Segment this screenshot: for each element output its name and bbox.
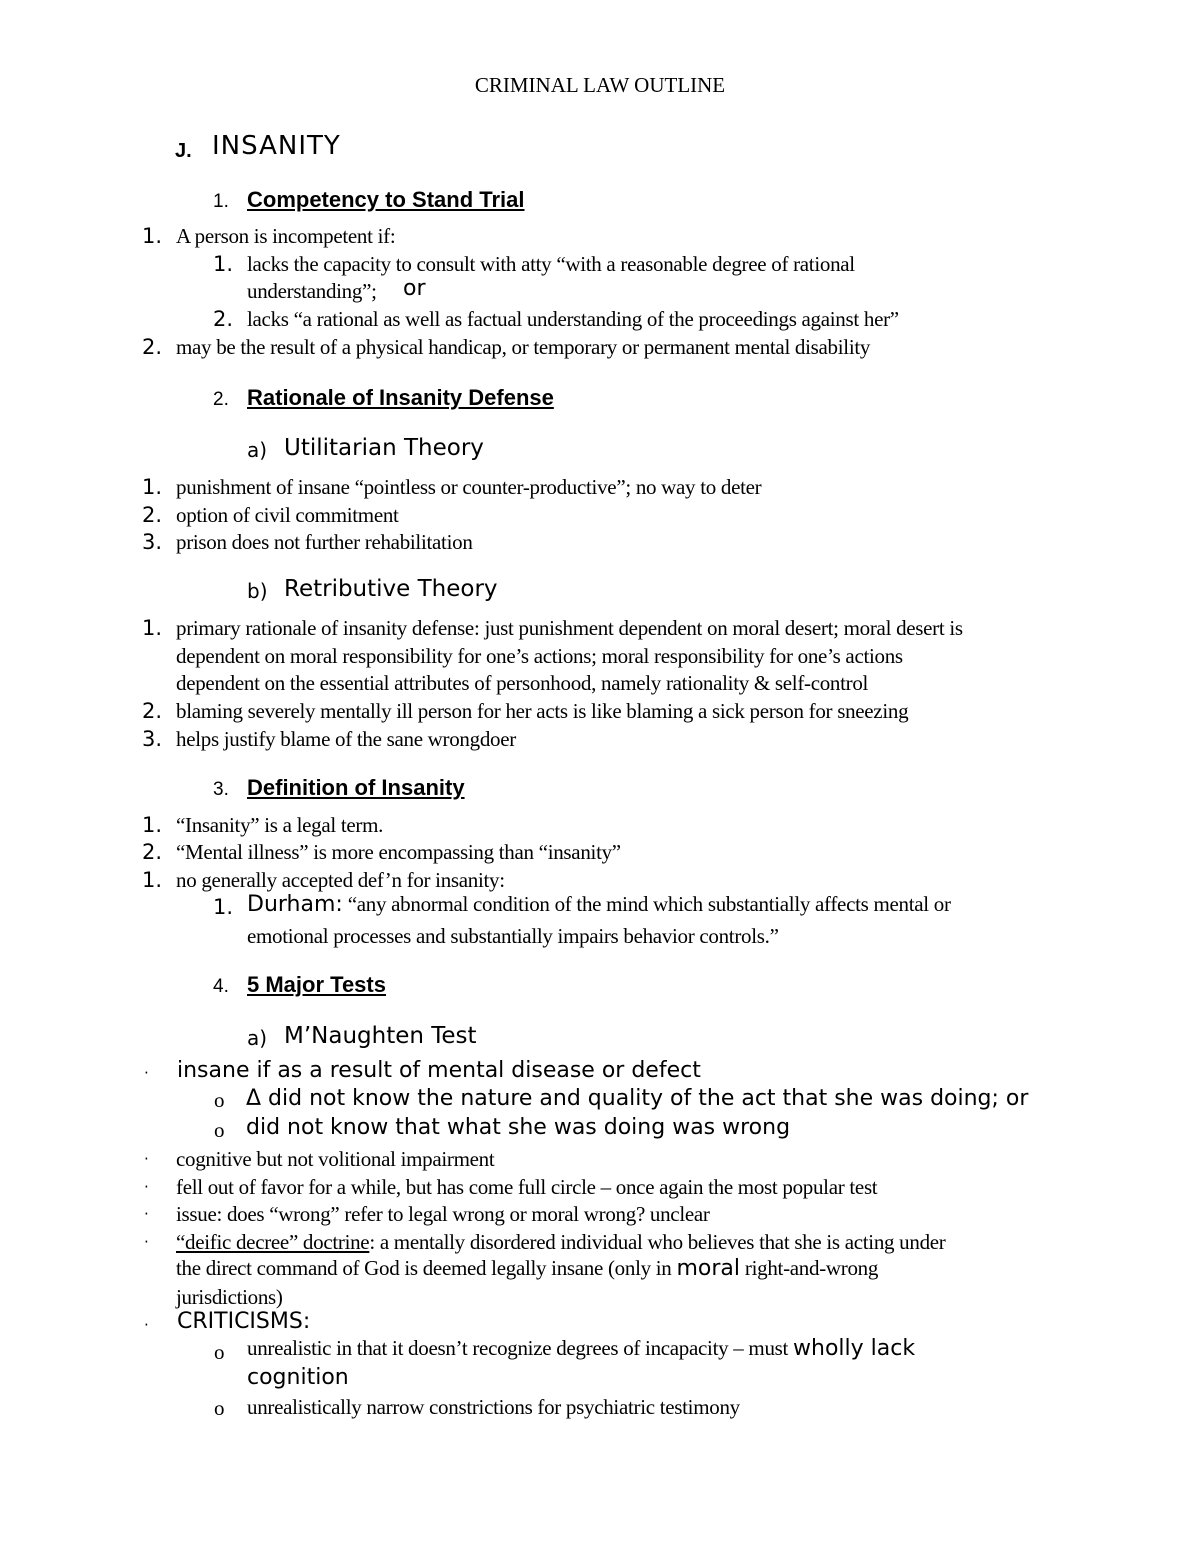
bullet-item-cont	[176, 1256, 878, 1281]
deific-line-2a: the direct command of God is deemed legally insane (only in	[176, 1256, 677, 1280]
list-item-cont: understanding”;	[247, 279, 377, 303]
subheading-label: b)	[247, 579, 268, 603]
subheading-retributive: Retributive Theory	[284, 576, 498, 602]
heading-number: 2.	[213, 389, 229, 410]
bullet-item: issue: does “wrong” refer to legal wrong or moral wrong? unclear	[176, 1202, 710, 1226]
criticisms-heading: CRITICISMS:	[177, 1309, 311, 1334]
sub-bullet-marker: o	[214, 1396, 225, 1420]
durham-text: “any abnormal condition of the mind which substantially affects mental or	[342, 892, 951, 916]
list-marker: 3.	[142, 727, 163, 751]
bullet-marker: ·	[144, 1178, 149, 1196]
list-item-cont: dependent on the essential attributes of personhood, namely rationality & self-control	[176, 671, 869, 695]
list-item: blaming severely mentally ill person for her acts is like blaming a sick person for sneezing	[176, 699, 909, 723]
list-item: primary rationale of insanity defense: just punishment dependent on moral desert; moral desert is	[176, 616, 963, 640]
sub-bullet-item-cont: cognition	[247, 1365, 349, 1390]
heading-definition: Definition of Insanity	[247, 775, 465, 800]
sub-bullet-marker: o	[214, 1340, 225, 1364]
sub-bullet-item	[247, 1336, 915, 1361]
heading-number: 1.	[213, 191, 229, 212]
list-marker: 2.	[142, 699, 163, 723]
durham-label: Durham:	[247, 892, 343, 917]
list-marker: 2.	[142, 503, 163, 527]
bullet-marker: ·	[144, 1233, 149, 1251]
subheading-label: a)	[247, 438, 268, 462]
sub-bullet-item: unrealistically narrow constrictions for psychiatric testimony	[247, 1395, 740, 1419]
bullet-marker: ·	[144, 1064, 149, 1082]
deific-line-2b: right-and-wrong	[739, 1256, 879, 1280]
emphasis-or: or	[403, 276, 426, 301]
list-marker: 1.	[142, 224, 163, 248]
list-item: lacks “a rational as well as factual understanding of the proceedings against her”	[247, 307, 899, 331]
list-item: lacks the capacity to consult with atty “with a reasonable degree of rational	[247, 252, 855, 276]
heading-rationale: Rationale of Insanity Defense	[247, 385, 554, 410]
heading-number: 4.	[213, 976, 229, 997]
durham-item	[247, 892, 951, 917]
sub-bullet-marker: o	[214, 1118, 225, 1142]
list-marker: 2.	[213, 307, 234, 331]
list-marker: 3.	[142, 530, 163, 554]
bullet-marker: ·	[144, 1205, 149, 1223]
section-title: INSANITY	[212, 131, 341, 161]
list-item-cont: dependent on moral responsibility for one’s actions; moral responsibility for one’s actions	[176, 644, 903, 668]
page-header: CRIMINAL LAW OUTLINE	[474, 73, 726, 97]
emphasis-moral: moral	[676, 1256, 740, 1281]
list-item-cont: emotional processes and substantially impairs behavior controls.”	[247, 924, 779, 948]
list-item: A person is incompetent if:	[176, 224, 396, 248]
heading-number: 3.	[213, 779, 229, 800]
emphasis-wholly-lack: wholly lack	[793, 1336, 916, 1361]
subheading-mnaughten: M’Naughten Test	[284, 1023, 477, 1049]
list-marker: 2.	[142, 335, 163, 359]
subheading-utilitarian: Utilitarian Theory	[284, 435, 484, 461]
criticism-1-text: unrealistic in that it doesn’t recognize degrees of incapacity – must	[247, 1336, 794, 1360]
list-item: option of civil commitment	[176, 503, 399, 527]
list-marker: 1.	[142, 616, 163, 640]
heading-competency: Competency to Stand Trial	[247, 187, 525, 212]
list-item: punishment of insane “pointless or counter-productive”; no way to deter	[176, 475, 762, 499]
sub-bullet-marker: o	[214, 1088, 225, 1112]
list-marker: 1.	[213, 252, 234, 276]
deific-decree-text: : a mentally disordered individual who believes that she is acting under	[369, 1230, 946, 1254]
bullet-item-cont: jurisdictions)	[176, 1285, 283, 1309]
list-marker: 1.	[142, 813, 163, 837]
bullet-marker: ·	[144, 1316, 149, 1334]
list-item: helps justify blame of the sane wrongdoer	[176, 727, 516, 751]
list-marker: 2.	[142, 840, 163, 864]
list-item: no generally accepted def’n for insanity:	[176, 868, 505, 892]
bullet-item: cognitive but not volitional impairment	[176, 1147, 495, 1171]
deific-decree-term: “deific decree” doctrine	[176, 1230, 370, 1254]
list-item: may be the result of a physical handicap, or temporary or permanent mental disability	[176, 335, 871, 359]
list-item: “Insanity” is a legal term.	[176, 813, 384, 837]
sub-bullet-item: did not know that what she was doing was wrong	[246, 1115, 791, 1140]
bullet-item: insane if as a result of mental disease or defect	[177, 1058, 701, 1083]
bullet-item	[176, 1230, 946, 1255]
section-label: J.	[175, 140, 192, 162]
bullet-item: fell out of favor for a while, but has come full circle – once again the most popular test	[176, 1175, 878, 1199]
bullet-marker: ·	[144, 1150, 149, 1168]
list-marker: 1.	[142, 475, 163, 499]
heading-major-tests: 5 Major Tests	[247, 972, 386, 997]
subheading-label: a)	[247, 1026, 268, 1050]
list-item: “Mental illness” is more encompassing than “insanity”	[176, 840, 621, 864]
list-marker: 1.	[213, 895, 234, 919]
sub-bullet-item: Δ did not know the nature and quality of the act that she was doing; or	[246, 1086, 1029, 1111]
list-marker: 1.	[142, 868, 163, 892]
list-item: prison does not further rehabilitation	[176, 530, 473, 554]
